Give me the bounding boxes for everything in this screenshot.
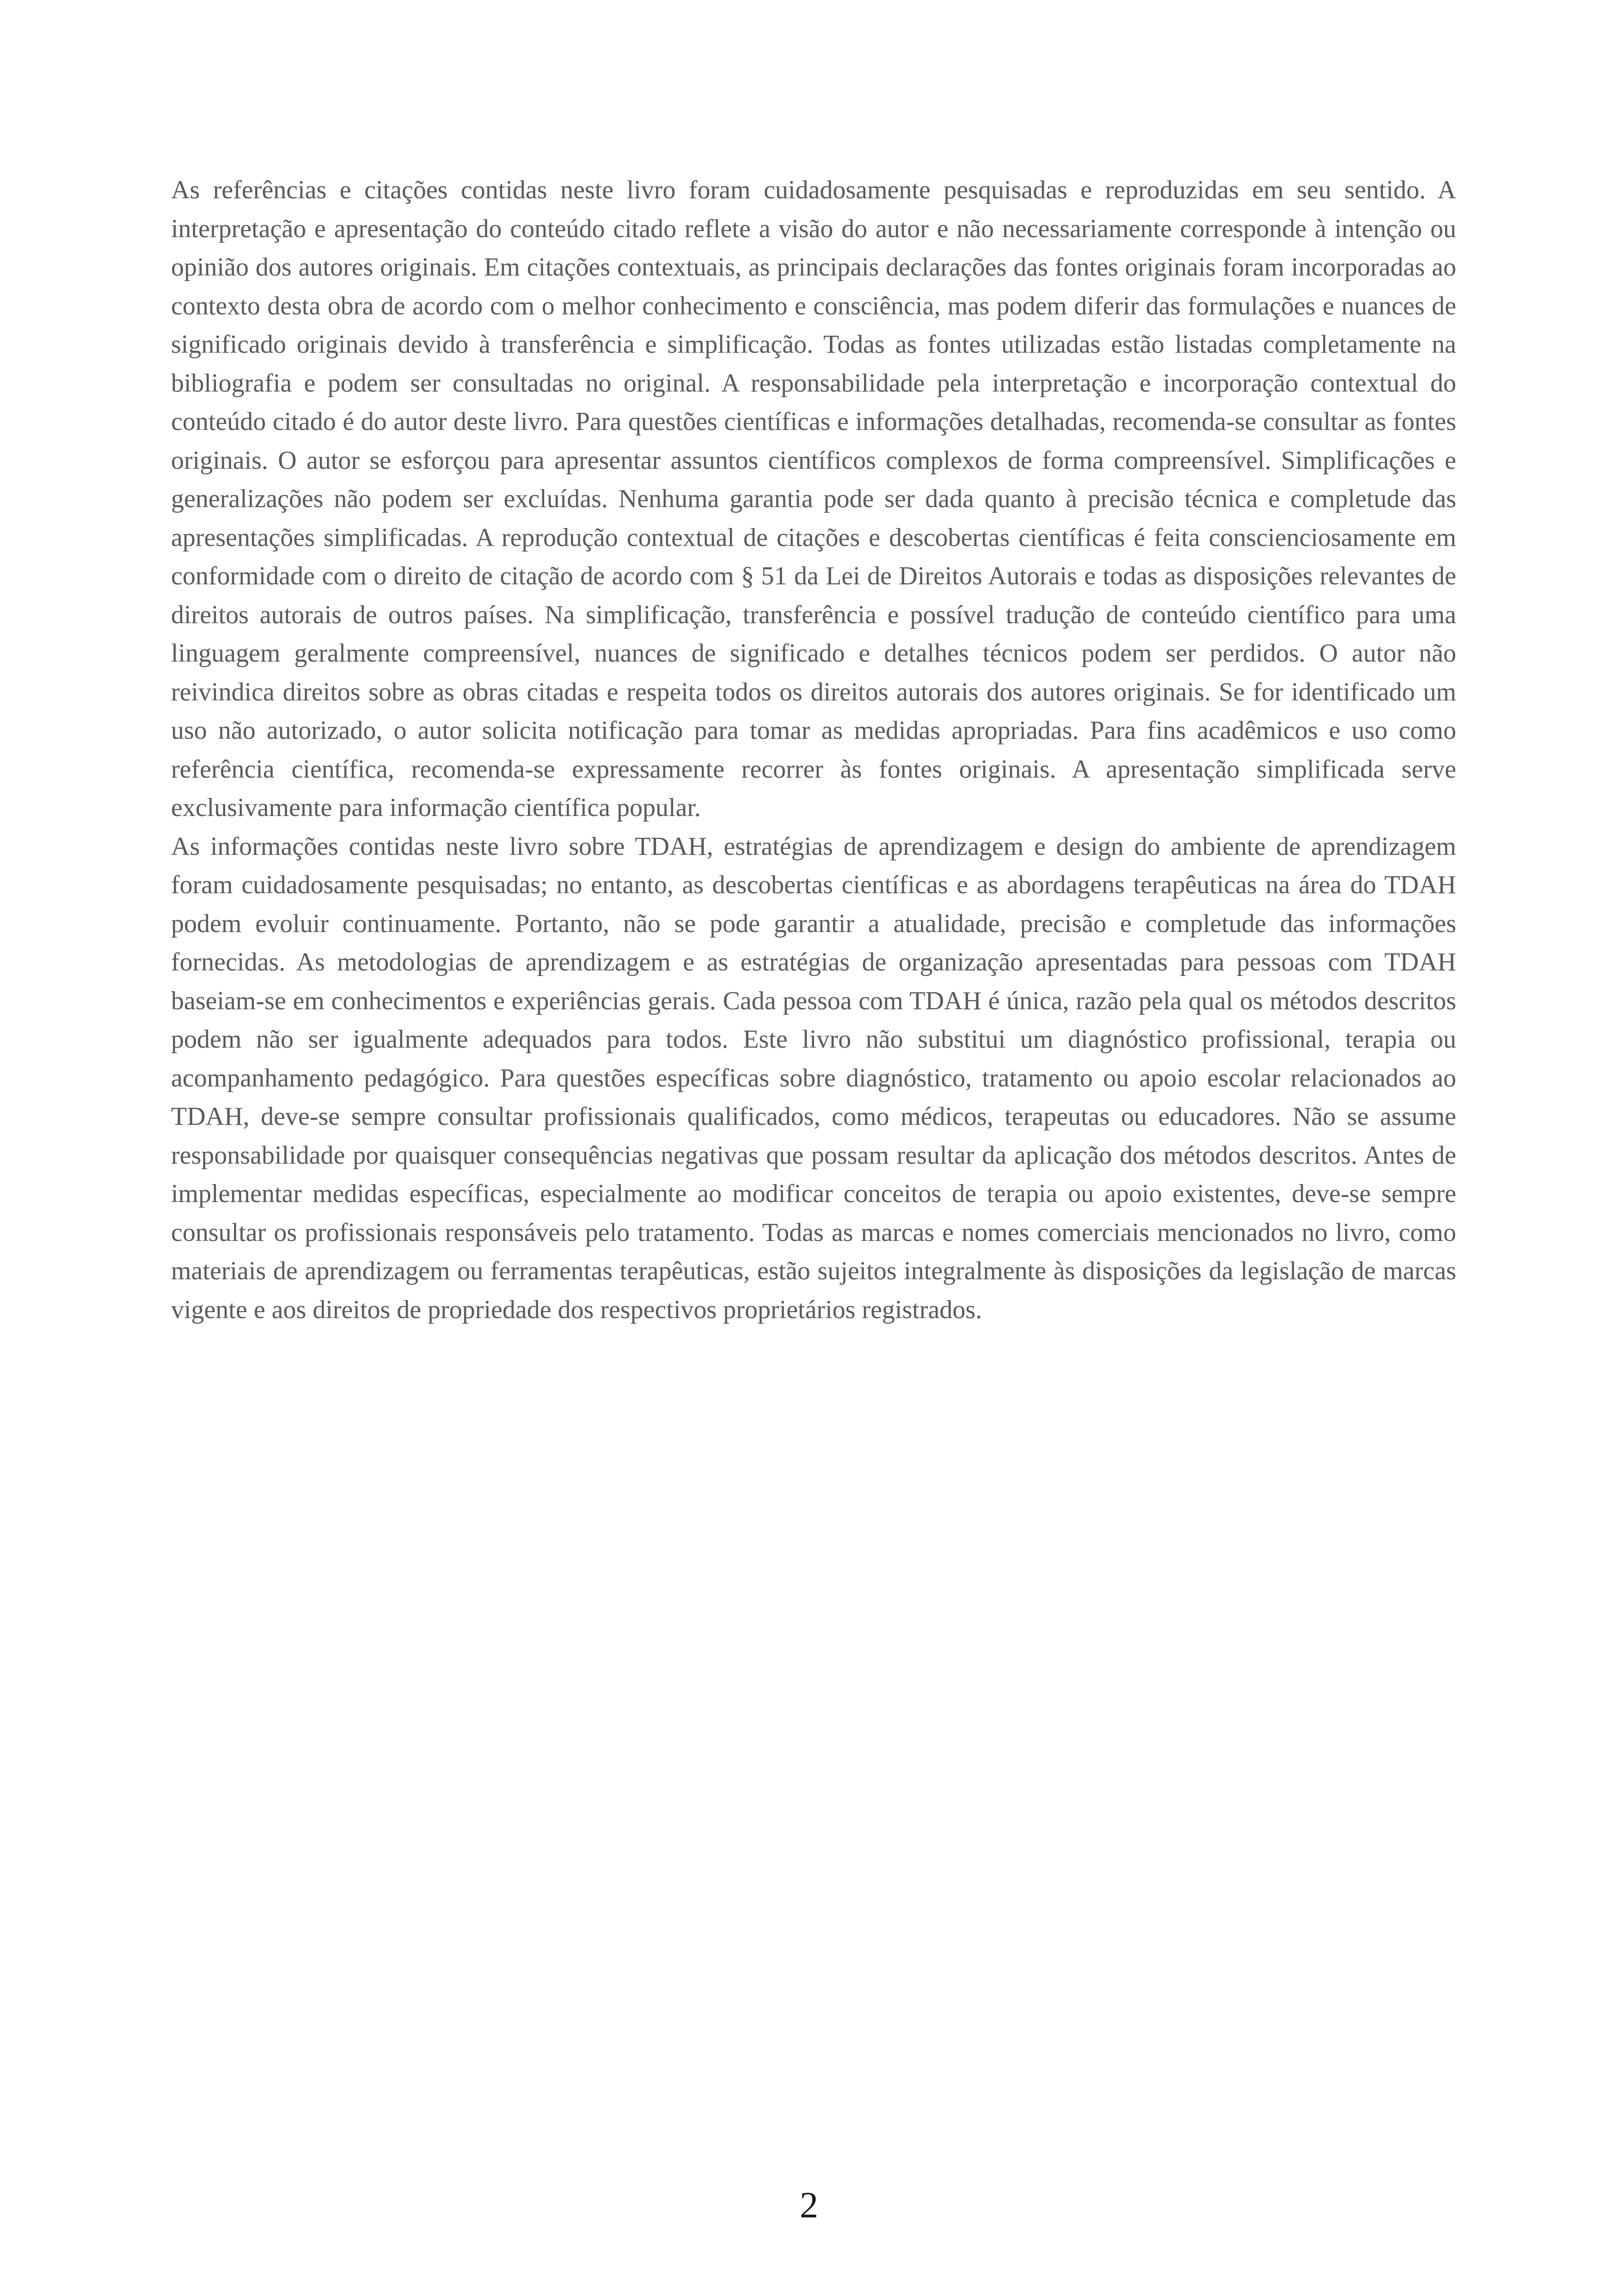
paragraph-tdah-disclaimer: As informações contidas neste livro sobre TDAH, estratégias de aprendizagem e design do ambiente de aprendizagem foram cuidadosamente pesquisadas; no entanto, as descobertas científicas e as abordagens terapêuticas na área do TDAH podem evoluir continuamente. Portanto, não se pode garantir a atualidade, precisão e completude das informações fornecidas. As metodologias de aprendizagem e as estratégias de organização apresentadas para pessoas com TDAH baseiam-se em conhecimentos e experiências gerais. Cada pessoa com TDAH é única, razão pela qual os métodos descritos podem não ser igualmente adequados para todos. Este livro não substitui um diagnóstico profissional, terapia ou acompanhamento pedagógico. Para questões específicas sobre diagnóstico, tratamento ou apoio escolar relacionados ao TDAH, deve-se sempre consultar profissionais qualificados, como médicos, terapeutas ou educadores. Não se assume responsabilidade por quaisquer consequências negativas que possam resultar da aplicação dos métodos descritos. Antes de implementar medidas específicas, especialmente ao modificar conceitos de terapia ou apoio existentes, deve-se sempre consultar os profissionais responsáveis pelo tratamento. Todas as marcas e nomes comerciais mencionados no livro, como materiais de aprendizagem ou ferramentas terapêuticas, estão sujeitos integralmente às disposições da legislação de marcas vigente e aos direitos de propriedade dos respectivos proprietários registrados.	[171, 832, 1456, 1324]
paragraph-citations-disclaimer: As referências e citações contidas neste livro foram cuidadosamente pesquisadas e reproduzidas em seu sentido. A interpretação e apresentação do conteúdo citado reflete a visão do autor e não necessariamente corresponde à intenção ou opinião dos autores originais. Em citações contextuais, as principais declarações das fontes originais foram incorporadas ao contexto desta obra de acordo com o melhor conhecimento e consciência, mas podem diferir das formulações e nuances de significado originais devido à transferência e simplificação. Todas as fontes utilizadas estão listadas completamente na bibliografia e podem ser consultadas no original. A responsabilidade pela interpretação e incorporação contextual do conteúdo citado é do autor deste livro. Para questões científicas e informações detalhadas, recomenda-se consultar as fontes originais. O autor se esforçou para apresentar assuntos científicos complexos de forma compreensível. Simplificações e generalizações não podem ser excluídas. Nenhuma garantia pode ser dada quanto à precisão técnica e completude das apresentações simplificadas. A reprodução contextual de citações e descobertas científicas é feita conscienciosamente em conformidade com o direito de citação de acordo com § 51 da Lei de Direitos Autorais e todas as disposições relevantes de direitos autorais de outros países. Na simplificação, transferência e possível tradução de conteúdo científico para uma linguagem geralmente compreensível, nuances de significado e detalhes técnicos podem ser perdidos. O autor não reivindica direitos sobre as obras citadas e respeita todos os direitos autorais dos autores originais. Se for identificado um uso não autorizado, o autor solicita notificação para tomar as medidas apropriadas. Para fins acadêmicos e uso como referência científica, recomenda-se expressamente recorrer às fontes originais. A apresentação simplificada serve exclusivamente para informação científica popular.	[171, 176, 1456, 822]
body-text	[171, 171, 1456, 1329]
page-number: 2	[800, 2185, 818, 2226]
